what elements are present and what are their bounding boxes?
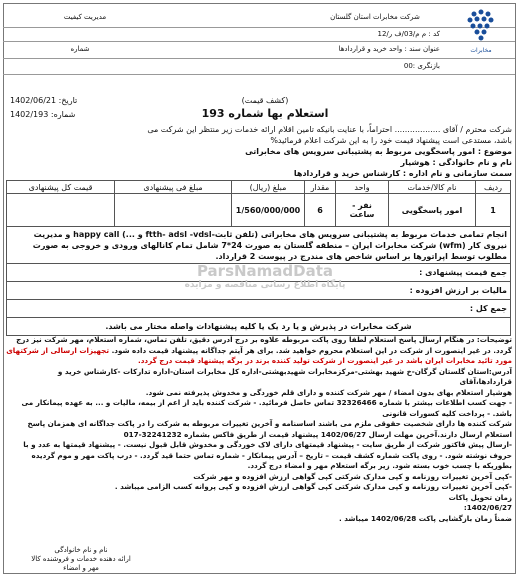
header-divider xyxy=(3,74,515,75)
row-qty: 6 xyxy=(305,194,336,227)
doc-title: عنوان سند : واحد خرید و قراردادها xyxy=(338,45,440,53)
sum-label: جمع قیمت پیشنهادی : xyxy=(7,264,511,282)
price-inquiry-label: (کشف قیمت) xyxy=(241,96,289,105)
acceptance-note: شرکت مخابرات در پذیرش و یا رد یک یا کلیه پیشنهادات واصله مختار می باشد. xyxy=(7,318,511,336)
header-row-number: ردیف xyxy=(476,181,511,194)
row-price: 1/560/000/000 xyxy=(232,194,305,227)
note-line: -ارسال پیش فاکتور شرکت از طریق سایت - پیشنهاد قیمتهای دارای لاک خوردگی و مخدوش قابل قبول نیست. - پیشنهاد قیمتها به عدد و با xyxy=(23,440,512,449)
svg-text:مخابرات: مخابرات xyxy=(470,47,492,54)
watermark-line-1: ParsNamadData xyxy=(196,262,334,280)
intro-text xyxy=(8,124,512,179)
intro-line-2: باشد، مستدعی است پیشنهاد قیمت خود را به این شرکت اعلام فرمائید% xyxy=(270,136,512,145)
note-line: آدرس:استان گلستان گرگان-خ شهید بهشتی-مرکزمخابرات شهیدبهشتی-اداره کل مخابرات استان-اداره تدارکات -کارشناس خرید و قراردادها،آقای xyxy=(57,366,512,386)
note-line: -کپی آخرین تغییرات روزنامه و کپی مدارک شرکتی کپی گواهی ارزش افزوده و کپی پروانه کسب الزامی میباشد . xyxy=(114,482,512,491)
note-line: بطوریکه با چسب خوب بسته شود. زیر برگه استعلام مهر و امضاء درج گردد. xyxy=(247,461,512,470)
intro-line-1: شرکت محترم / آقای .................. احتراماً، با عنایت بانیکه تامین اقلام ارائه خدمات زیر منتظر این شرکت می xyxy=(147,125,512,134)
doc-code: کد : م م/03/ف ر/12 xyxy=(377,30,440,38)
signature-name: نام و نام خانوادگی xyxy=(54,546,108,554)
note-line: - جهت کسب اطلاعات بیشتر با شماره 32326466 تماس حاصل فرمائید. - شرکت کننده باید از اعم از بیمه، مالیات و ... به عهده پیمانکار می xyxy=(21,398,512,407)
table-row xyxy=(7,194,511,227)
document-title: استعلام بها شماره 193 xyxy=(201,107,329,120)
note-row xyxy=(7,318,511,336)
row-item: امور پاسخگویی xyxy=(389,194,476,227)
note-line: باشد. - پرداخت کلیه کسورات قانونی xyxy=(382,408,512,418)
deadline: 1402/06/27: xyxy=(463,503,512,512)
note-line: شرکت کننده ها دارای شخصیت حقوقی ملزم می باشند اساسنامه و آخرین تغییرات مربوطه به شرکت را در پاکت جداگانه ای همزمان پاسخ xyxy=(27,419,512,428)
note-line: زمان تحویل پاکات xyxy=(448,492,512,502)
signature-block xyxy=(6,546,156,573)
row-unit: نفر - ساعت xyxy=(336,194,389,227)
note-red-text: تجهیزات ارسالی از شرکتهای xyxy=(6,345,110,355)
note-line: هوشیار استعلام بهای بدون امضاء / مهر شرکت کننده و دارای قلم خوردگی و مخدوش پذیرفته نمی شود. xyxy=(145,387,512,397)
notes-section xyxy=(6,335,512,524)
subject-line: موضوع : امور پاسخگویی مربوط به پشتیبانی سرویس های مخابراتی xyxy=(245,147,512,156)
revision: بازنگری :00 xyxy=(403,62,440,70)
signature-role: ارائه دهنده خدمات و فروشنده کالا xyxy=(31,555,131,563)
header-qty: مقدار xyxy=(305,181,336,194)
header-divider xyxy=(3,41,515,42)
number-label: شماره xyxy=(70,45,90,53)
note-line: استعلام ارسال دارند.آخرین مهلت ارسال 1402/06/27 پیشنهاد قیمت از طریق فاکس بشماره 32241232-017 xyxy=(123,429,512,439)
header-offer-amount: مبلغ فی پیشنهادی xyxy=(115,181,232,194)
row-total-offer[interactable] xyxy=(7,194,115,227)
note-line: گردد. در غیر اینصورت از شرکت در این استعلام محروم خواهید شد. برای هر آیتم جداگانه پیشنهاد قیمت داده شود. تجهیزات ارسالی از شرکتهای xyxy=(6,345,512,355)
table-header-row xyxy=(7,181,511,194)
header-unit: واحد xyxy=(336,181,389,194)
letter-date: تاریخ: 1402/06/21 xyxy=(10,96,78,105)
company-name: شرکت مخابرات استان گلستان xyxy=(330,13,420,21)
row-offer-amount[interactable] xyxy=(115,194,232,227)
watermark-line-2: پایگاه اطلاع رسانی مناقصه و مزایده xyxy=(184,280,346,290)
total-row xyxy=(7,300,511,318)
contact-name: نام و نام خانوادگی : هوشیار xyxy=(400,158,512,167)
vat-label: مالیات بر ارزش افزوده : xyxy=(7,282,511,300)
letter-number: شماره: 1402/193 xyxy=(10,110,76,119)
description-row xyxy=(7,227,511,264)
service-description: انجام تمامی خدمات مربوط به پشتیبانی سرویس های مخابراتی (تلفن ثابت-ftth- adsl -vdsl و ...) happy call و مدیریت نیروی کار (wfm) شرکت مخابرات ایران – منطقه گلستان به صورت 24*7 شامل تمام کانالهای ورودی و خروجی به صورت مطلوب توسط اپراتورها بر اساس شاخص های مندرج در پیوست 2 قرارداد. xyxy=(7,227,511,264)
note-line: مورد تائید مخابرات ایران باشد در غیر اینصورت از شرکت تولید کننده برند در برگه پیشنهاد قیمت درج گردد. xyxy=(138,356,512,365)
header-unit-price: مبلغ (ریال) xyxy=(232,181,305,194)
header-total-offer: قیمت کل پیشنهادی xyxy=(7,181,115,194)
header-divider xyxy=(3,58,515,59)
contact-unit: سمت سازمانی و نام اداره : کارشناس خرید و قراردادها xyxy=(293,169,512,178)
company-logo xyxy=(452,6,510,60)
header-item: نام کالا/خدمات xyxy=(389,181,476,194)
watermark xyxy=(160,262,370,290)
note-line: توضیحات: در هنگام ارسال پاسخ استعلام لطفا روی پاکت مربوطه علاوه بر درج آدرس دقیق، تلفن تماس، شماره استعلام، مهر شرکت نیز درج xyxy=(16,335,512,344)
signature-seal: مهر و امضاء xyxy=(63,564,99,572)
quality-mgmt: مدیریت کیفیت xyxy=(63,13,107,21)
note-line: -کپی آخرین تغییرات روزنامه و کپی مدارک شرکتی کپی گواهی ارزش افزوده و مهر شرکت xyxy=(193,471,512,481)
row-number: 1 xyxy=(476,194,511,227)
total-label: جمع کل : xyxy=(7,300,511,318)
price-table xyxy=(6,180,511,336)
opening-date: ضمناً زمان بازگشایی پاکت 1402/06/28 میباشد . xyxy=(339,513,512,523)
note-line: حروف نوشته شود. - روی پاکت شماره کشف قیمت – تاریخ – آدرس پیمانکار - شماره تماس حتما قید گردد. - درب پاکت مهر و موم گردیده xyxy=(31,450,512,460)
header-divider xyxy=(3,27,515,28)
